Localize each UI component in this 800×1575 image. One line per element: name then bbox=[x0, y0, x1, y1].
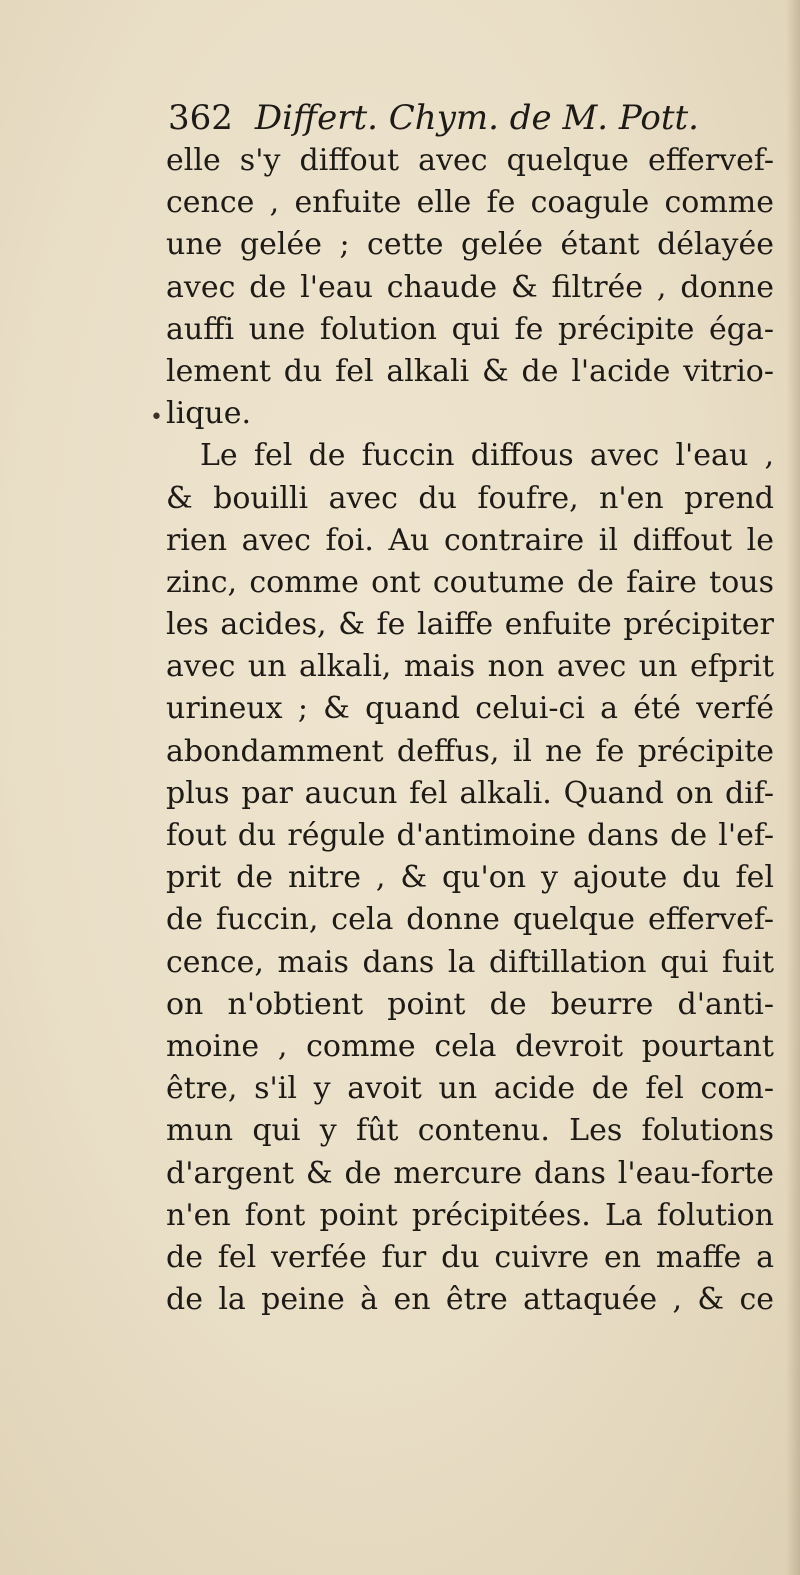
text-line: elle s'y diffout avec quelque effervef- bbox=[166, 143, 774, 178]
text-line: avec de l'eau chaude & filtrée , donne bbox=[166, 269, 774, 305]
text-line: les acides, & fe laiffe enfuite précipiter bbox=[166, 607, 774, 643]
text-line: moine , comme cela devroit pourtant bbox=[166, 1028, 774, 1064]
text-line: zinc, comme ont coutume de faire tous bbox=[166, 564, 774, 600]
text-line: avec un alkali, mais non avec un efprit bbox=[166, 649, 774, 685]
text-line: fout du régule d'antimoine dans de l'ef- bbox=[166, 818, 774, 853]
page-edge-shadow bbox=[786, 0, 800, 1575]
text-line: de fel verfée fur du cuivre en maffe a bbox=[166, 1239, 774, 1275]
text-line: d'argent & de mercure dans l'eau-forte bbox=[166, 1155, 774, 1191]
text-line: n'en font point précipitées. La folution bbox=[166, 1197, 774, 1233]
margin-mark: • bbox=[150, 405, 163, 430]
text-line: une gelée ; cette gelée étant délayée bbox=[166, 227, 774, 263]
text-line: de la peine à en être attaquée , & ce bbox=[166, 1282, 774, 1318]
text-line: lique. bbox=[166, 396, 252, 432]
text-line: mun qui y fût contenu. Les folutions bbox=[166, 1113, 774, 1149]
text-line: de fuccin, cela donne quelque effervef- bbox=[166, 902, 774, 938]
text-line: cence , enfuite elle fe coagule comme bbox=[166, 185, 774, 221]
text-line: auffi une folution qui fe précipite éga- bbox=[166, 311, 774, 347]
text-line: plus par aucun fel alkali. Quand on dif- bbox=[166, 775, 774, 811]
text-line: on n'obtient point de beurre d'anti- bbox=[166, 986, 774, 1022]
text-line: & bouilli avec du foufre, n'en prend bbox=[166, 480, 774, 516]
text-line: rien avec foi. Au contraire il diffout le bbox=[166, 522, 774, 558]
page-header bbox=[168, 98, 699, 138]
text-line: Le fel de fuccin diffous avec l'eau , bbox=[200, 438, 774, 474]
text-line: prit de nitre , & qu'on y ajoute du fel bbox=[166, 860, 774, 896]
page-number: 362 bbox=[168, 98, 233, 138]
text-line: abondamment deffus, il ne fe précipite bbox=[166, 733, 774, 769]
text-line: urineux ; & quand celui-ci a été verfé bbox=[166, 691, 774, 727]
text-line: être, s'il y avoit un acide de fel com- bbox=[166, 1071, 774, 1107]
text-line: cence, mais dans la diftillation qui fuit bbox=[166, 944, 774, 980]
running-title: Differt. Chym. de M. Pott. bbox=[254, 98, 699, 138]
text-line: lement du fel alkali & de l'acide vitrio- bbox=[166, 353, 774, 389]
body-text bbox=[166, 140, 774, 1321]
